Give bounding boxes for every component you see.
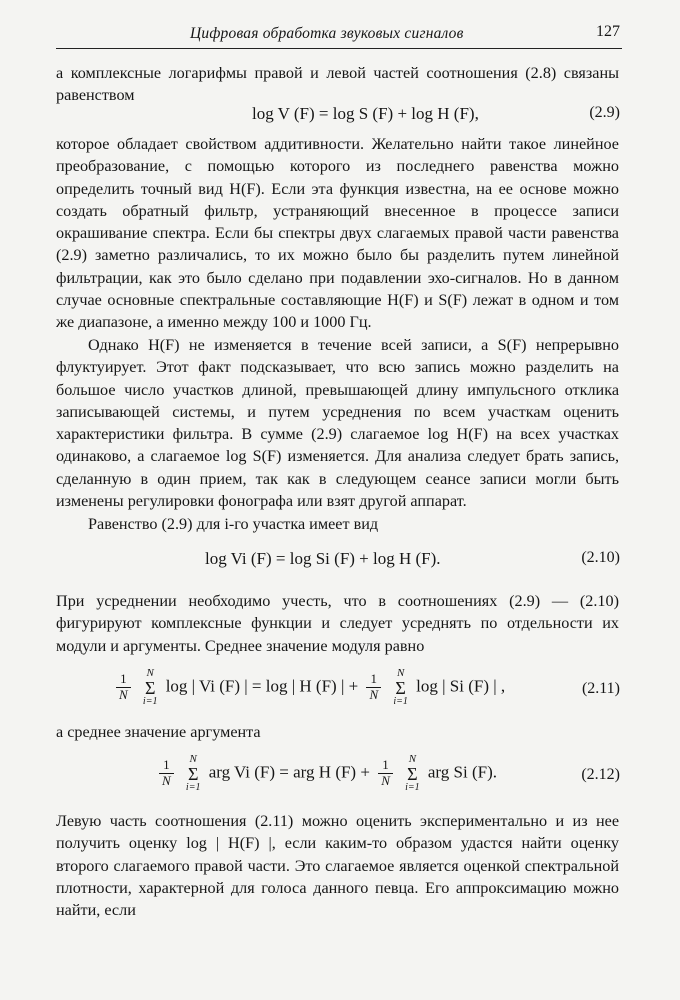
equation-number-2-9: (2.9): [589, 104, 620, 121]
fraction-1-over-n: $\frac{1}{N}$: [159, 758, 174, 789]
paragraph-4: Равенство (2.9) для i-го участка имеет вид: [88, 515, 379, 533]
equation-2-11-rhs: log | Si (F) | ,: [416, 676, 506, 696]
running-header: [56, 22, 622, 49]
summation-sign: N Σ i=1: [185, 753, 201, 793]
equation-2-9: log V (F) = log S (F) + log H (F),: [252, 104, 479, 123]
paragraph-2: которое обладает свойством аддитивности. Желательно найти такое линейное преобразование, с помощью которого из последнего равенства можно определить точный вид H(F). Если эта функция известна, на ее основе можно создать обратный фильтр, устраняющий внесенное в процессе записи окрашивание спектра. Если бы спектры двух слагаемых правой части равенства (2.9) заметно различались, то их можно было бы разделить путем линейной фильтрации, как это было сделано при подавлении эхо-сигналов. Но в данном случае основные спектральные составляющие H(F) и S(F) лежат в одном и том же диапазоне, а именно между 100 и 1000 Гц.: [56, 135, 619, 332]
fraction-1-over-n: $\frac{1}{N}$: [366, 672, 381, 703]
summation-sign: N Σ i=1: [393, 667, 408, 707]
equation-number-2-11: (2.11): [581, 680, 620, 697]
equation-2-12-lhs: arg Vi (F) = arg H (F) +: [208, 762, 370, 782]
page-number: 127: [596, 23, 620, 40]
fraction-1-over-n: $\frac{1}{N}$: [378, 758, 393, 789]
paragraph-6: а среднее значение аргумента: [56, 723, 261, 741]
summation-sign: N Σ i=1: [142, 667, 158, 707]
equation-2-11-lhs: log | Vi (F) | = log | H (F) | +: [165, 676, 359, 696]
summation-sign: N Σ i=1: [405, 753, 420, 793]
equation-number-2-10: (2.10): [581, 549, 620, 566]
fraction-1-over-n: $\frac{1}{N}$: [116, 672, 131, 703]
equation-2-10: log Vi (F) = log Si (F) + log H (F).: [205, 549, 441, 568]
equation-number-2-12: (2.12): [581, 766, 620, 783]
running-title: Цифровая обработка звуковых сигналов: [190, 25, 464, 42]
equation-2-12: [155, 754, 497, 793]
paragraph-3: Однако H(F) не изменяется в течение всей записи, а S(F) непрерывно флуктуирует. Этот факт подсказывает, что всю запись можно разделить на большое число участков длиной, превышающей длину импульсного отклика записывающей системы, и путем усреднения по всем участкам оценить характеристики фильтра. В сумме (2.9) слагаемое log H(F) на всех участках одинаково, а слагаемое log S(F) изменяется. Для анализа следует брать запись, сделанную в один прием, так как в следующем сеансе записи могли быть изменены регулировки фонографа или взят другой аппарат.: [56, 336, 619, 511]
paragraph-1: а комплексные логарифмы правой и левой частей соотношения (2.8) связаны равенством: [56, 64, 619, 105]
equation-2-11: [112, 668, 505, 707]
equation-2-12-rhs: arg Si (F).: [427, 762, 497, 782]
paragraph-5: При усреднении необходимо учесть, что в соотношениях (2.9) — (2.10) фигурируют комплексные функции и следует усреднять по отдельности их модули и аргументы. Среднее значение модуля равно: [56, 592, 619, 655]
paragraph-7: Левую часть соотношения (2.11) можно оценить экспериментально и из нее получить оценку log | H(F) |, если каким-то образом удастся найти оценку второго слагаемого правой части. Это слагаемое является оценкой спектральной плотности, характерной для голоса данного певца. Его аппроксимацию можно найти, если: [56, 812, 619, 920]
